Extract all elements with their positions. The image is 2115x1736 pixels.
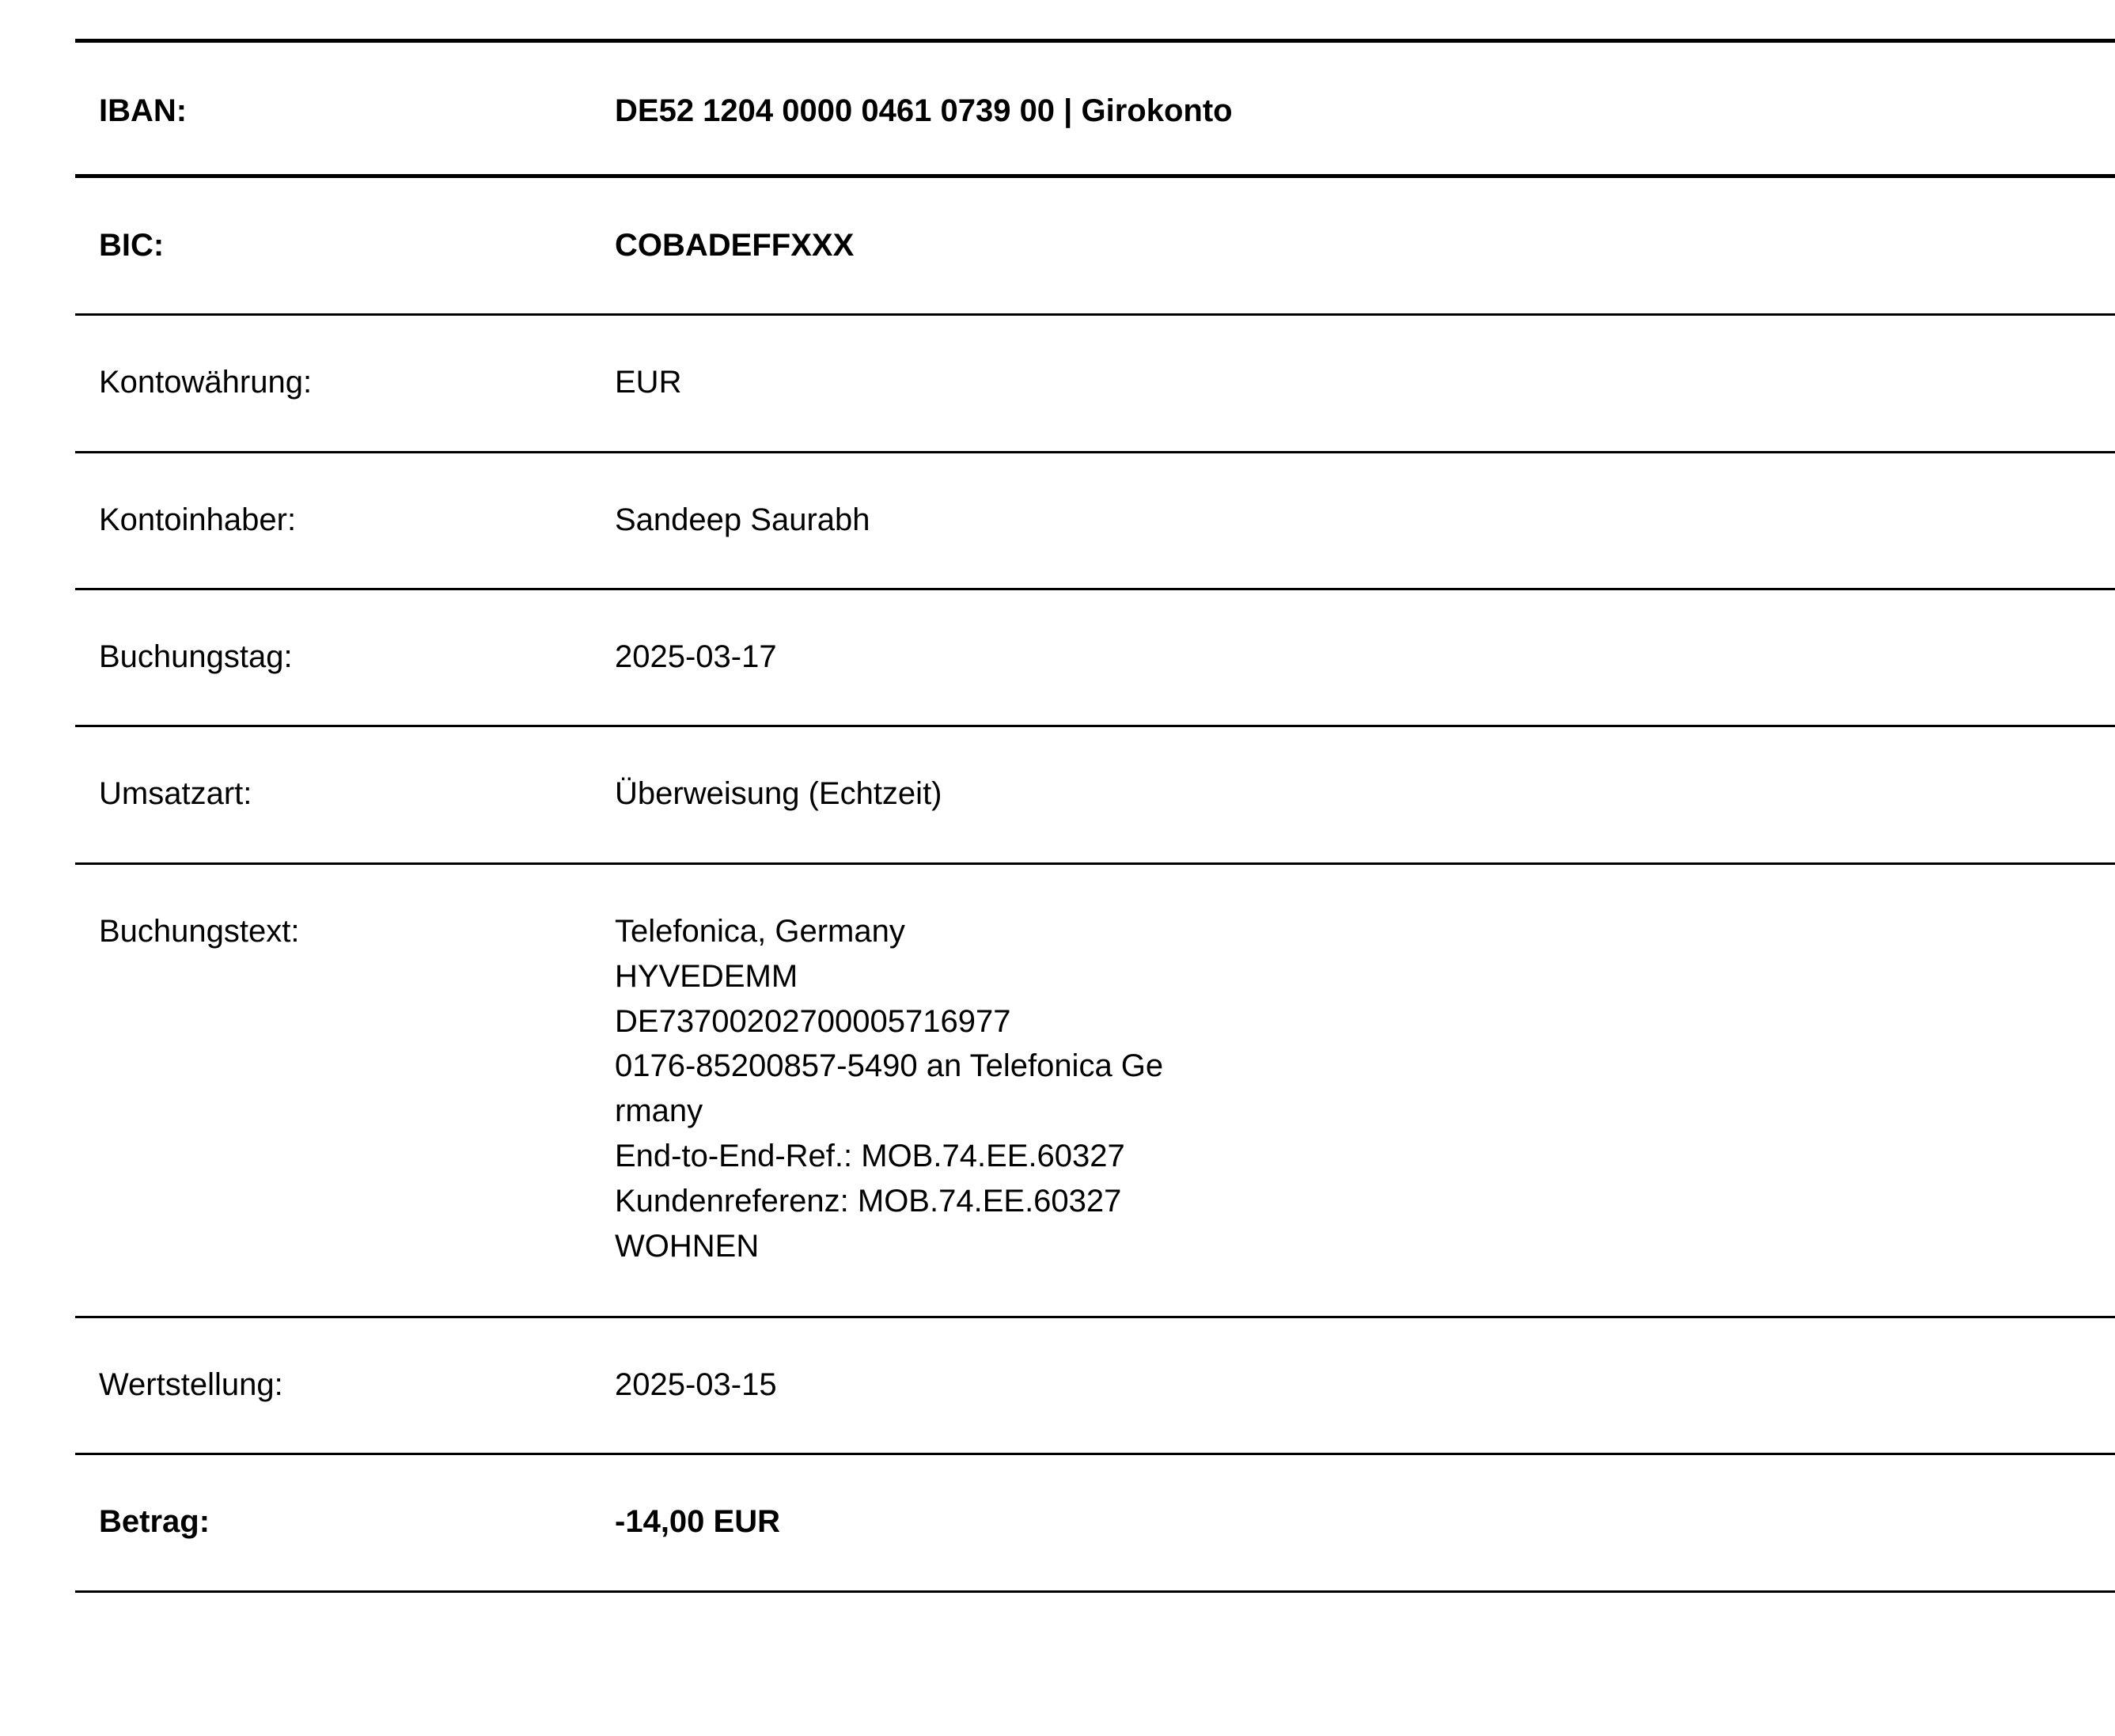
row-booking-date — [75, 590, 2115, 727]
currency-label: Kontowährung: — [99, 365, 313, 400]
transaction-type-value: Überweisung (Echtzeit) — [615, 776, 942, 811]
booking-text-line: rmany — [615, 1094, 703, 1129]
booking-text-line: End-to-End-Ref.: MOB.74.EE.60327 — [615, 1138, 1125, 1173]
row-account-holder — [75, 453, 2115, 590]
value-date-label: Wertstellung: — [99, 1367, 283, 1402]
row-transaction-type — [75, 727, 2115, 865]
row-bic — [75, 178, 2115, 316]
account-holder-label: Kontoinhaber: — [99, 502, 297, 537]
row-value-date — [75, 1318, 2115, 1455]
row-currency — [75, 316, 2115, 453]
booking-date-value: 2025-03-17 — [615, 639, 777, 674]
iban-label: IBAN: — [99, 93, 188, 128]
amount-value: -14,00 EUR — [615, 1504, 780, 1539]
booking-date-label: Buchungstag: — [99, 639, 293, 674]
row-booking-text — [75, 865, 2115, 1318]
booking-text-line: Kundenreferenz: MOB.74.EE.60327 — [615, 1183, 1122, 1219]
row-iban — [75, 39, 2115, 178]
booking-text-line: DE73700202700005716977 — [615, 1003, 1011, 1039]
booking-text-line: WOHNEN — [615, 1228, 760, 1264]
booking-text-value — [615, 909, 1163, 1268]
iban-value: DE52 1204 0000 0461 0739 00 | Girokonto — [615, 93, 1233, 128]
booking-text-line: Telefonica, Germany — [615, 914, 905, 949]
bic-label: BIC: — [99, 228, 165, 263]
transaction-details-table — [75, 39, 2115, 1593]
booking-text-line: HYVEDEMM — [615, 958, 798, 994]
booking-text-line: 0176-85200857-5490 an Telefonica Ge — [615, 1048, 1164, 1084]
bic-value: COBADEFFXXX — [615, 228, 855, 263]
row-amount — [75, 1455, 2115, 1593]
amount-label: Betrag: — [99, 1504, 210, 1539]
value-date-value: 2025-03-15 — [615, 1367, 777, 1402]
currency-value: EUR — [615, 365, 682, 400]
transaction-type-label: Umsatzart: — [99, 776, 252, 811]
booking-text-label: Buchungstext: — [99, 914, 300, 949]
account-holder-value: Sandeep Saurabh — [615, 502, 870, 537]
